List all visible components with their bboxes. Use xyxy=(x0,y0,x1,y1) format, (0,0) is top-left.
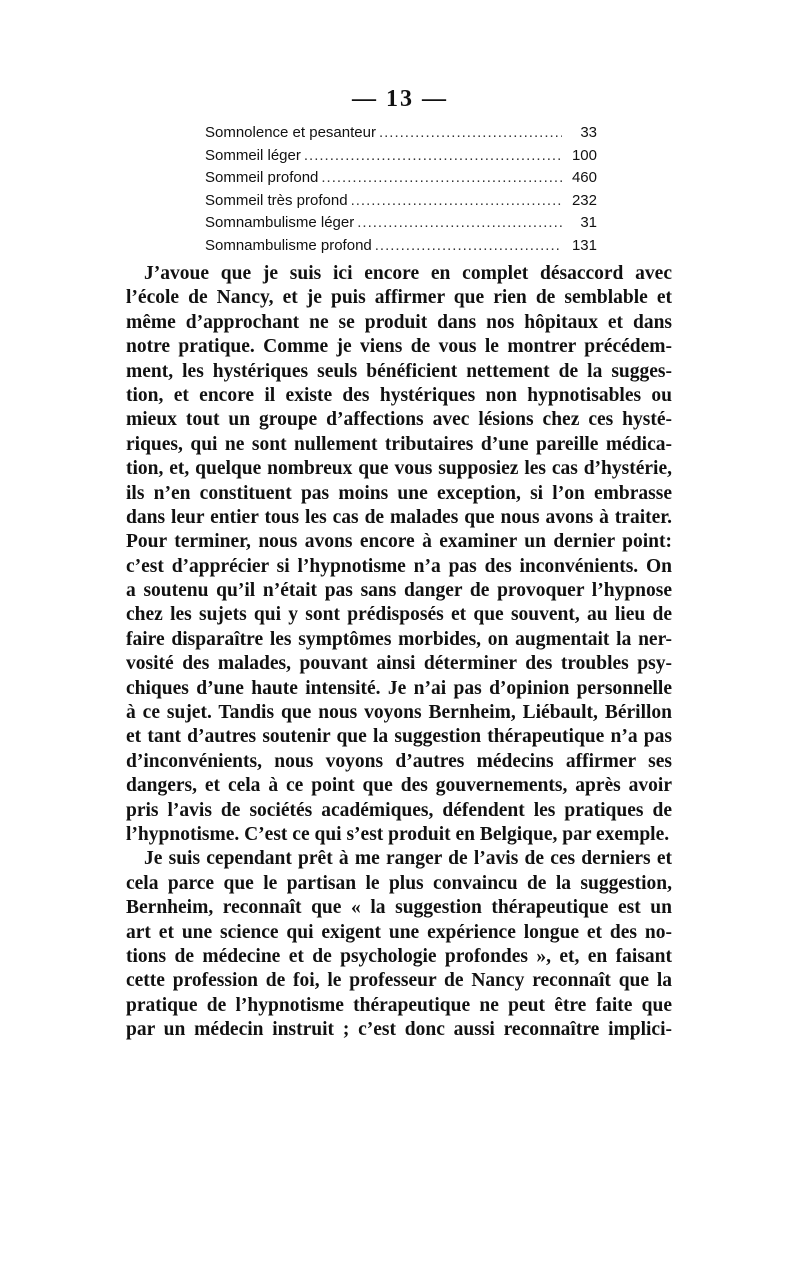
dot-leader xyxy=(351,190,562,213)
stat-value: 31 xyxy=(580,214,597,232)
stat-row xyxy=(205,145,597,168)
stat-value: 460 xyxy=(571,169,597,187)
text-line: mieux tout un groupe d’affections avec lésions chez ces hysté- xyxy=(126,409,672,431)
text-line: tion, et encore il existe des hystériques non hypnotisables ou xyxy=(126,384,672,406)
stat-row xyxy=(205,235,597,258)
text-line: dans leur entier tous les cas de malades que nous avons à traiter. xyxy=(126,506,672,528)
text-line: faire disparaître les symptômes morbides, on augmentait la ner- xyxy=(126,628,672,650)
stat-value: 232 xyxy=(571,191,597,209)
text-line: pris l’avis de sociétés académiques, défendent les pratiques de xyxy=(126,799,672,821)
dot-leader xyxy=(379,122,562,145)
text-line: pratique de l’hypnotisme thérapeutique ne peut être faite que xyxy=(126,994,672,1016)
text-line: chez les sujets qui y sont prédisposés et que souvent, au lieu de xyxy=(126,604,672,626)
stat-label: Sommeil profond xyxy=(205,169,319,187)
paragraph xyxy=(126,847,672,1042)
stat-label: Sommeil léger xyxy=(205,146,301,164)
text-line: à ce sujet. Tandis que nous voyons Bernheim, Liébault, Bérillon xyxy=(126,702,672,724)
dot-leader xyxy=(357,212,562,235)
text-line: l’hypnotisme. C’est ce qui s’est produit en Belgique, par exemple. xyxy=(126,823,670,845)
text-line: notre pratique. Comme je viens de vous le montrer précédem- xyxy=(126,336,672,358)
page-number: — 13 — xyxy=(352,86,448,112)
stat-label: Sommeil très profond xyxy=(205,191,348,209)
stat-value: 100 xyxy=(571,146,597,164)
dot-leader xyxy=(375,235,562,258)
text-line: c’est d’apprécier si l’hypnotisme n’a pas des inconvénients. On xyxy=(126,555,672,577)
stat-row xyxy=(205,212,597,235)
text-line: tion, et, quelque nombreux que vous supposiez les cas d’hystérie, xyxy=(126,458,672,480)
text-line: ment, les hystériques seuls bénéficient nettement de la sugges- xyxy=(126,360,672,382)
text-line: Je suis cependant prêt à me ranger de l’avis de ces derniers et xyxy=(144,848,672,870)
text-line: Bernheim, reconnaît que « la suggestion thérapeutique est un xyxy=(126,897,672,919)
text-line: Pour terminer, nous avons encore à examiner un dernier point: xyxy=(126,531,672,553)
text-line: même d’approchant ne se produit dans nos hôpitaux et dans xyxy=(126,311,672,333)
paragraph xyxy=(126,262,672,847)
stat-label: Somnolence et pesanteur xyxy=(205,124,376,141)
text-line: vosité des malades, pouvant ainsi déterminer des troubles psy- xyxy=(126,653,672,675)
stat-label: Somnambulisme léger xyxy=(205,214,355,232)
dot-leader xyxy=(321,167,562,190)
text-line: dangers, et cela à ce point que des gouvernements, après avoir xyxy=(126,775,672,797)
text-line: et tant d’autres soutenir que la suggestion thérapeutique n’a pas xyxy=(126,726,672,748)
stat-row xyxy=(205,167,597,190)
text-line: a soutenu qu’il n’était pas sans danger de provoquer l’hypnose xyxy=(126,580,672,602)
text-line: d’inconvénients, nous voyons d’autres médecins affirmer ses xyxy=(126,750,672,772)
text-line: chiques d’une haute intensité. Je n’ai pas d’opinion personnelle xyxy=(126,677,672,699)
text-line: l’école de Nancy, et je puis affirmer que rien de semblable et xyxy=(126,287,672,309)
body-text xyxy=(126,262,672,1043)
text-line: art et une science qui exigent une expérience longue et des no- xyxy=(126,921,672,943)
text-line: cela parce que le partisan le plus convaincu de la suggestion, xyxy=(126,872,672,894)
dot-leader xyxy=(304,145,562,168)
text-line: cette profession de foi, le professeur de Nancy reconnaît que la xyxy=(126,970,672,992)
statistics-list xyxy=(205,122,597,258)
stat-row xyxy=(205,190,597,213)
text-line: tions de médecine et de psychologie profondes », et, en faisant xyxy=(126,945,672,967)
stat-label: Somnambulisme profond xyxy=(205,236,372,254)
stat-value: 131 xyxy=(571,236,597,254)
text-line: J’avoue que je suis ici encore en complet désaccord avec xyxy=(144,263,672,284)
stat-value: 33 xyxy=(580,124,597,141)
text-line: par un médecin instruit ; c’est donc aussi reconnaître implici- xyxy=(126,1019,672,1041)
text-line: ils n’en constituent pas moins une exception, si l’on embrasse xyxy=(126,482,672,504)
stat-row xyxy=(205,122,597,145)
text-line: riques, qui ne sont nullement tributaires d’une pareille médica- xyxy=(126,433,672,455)
